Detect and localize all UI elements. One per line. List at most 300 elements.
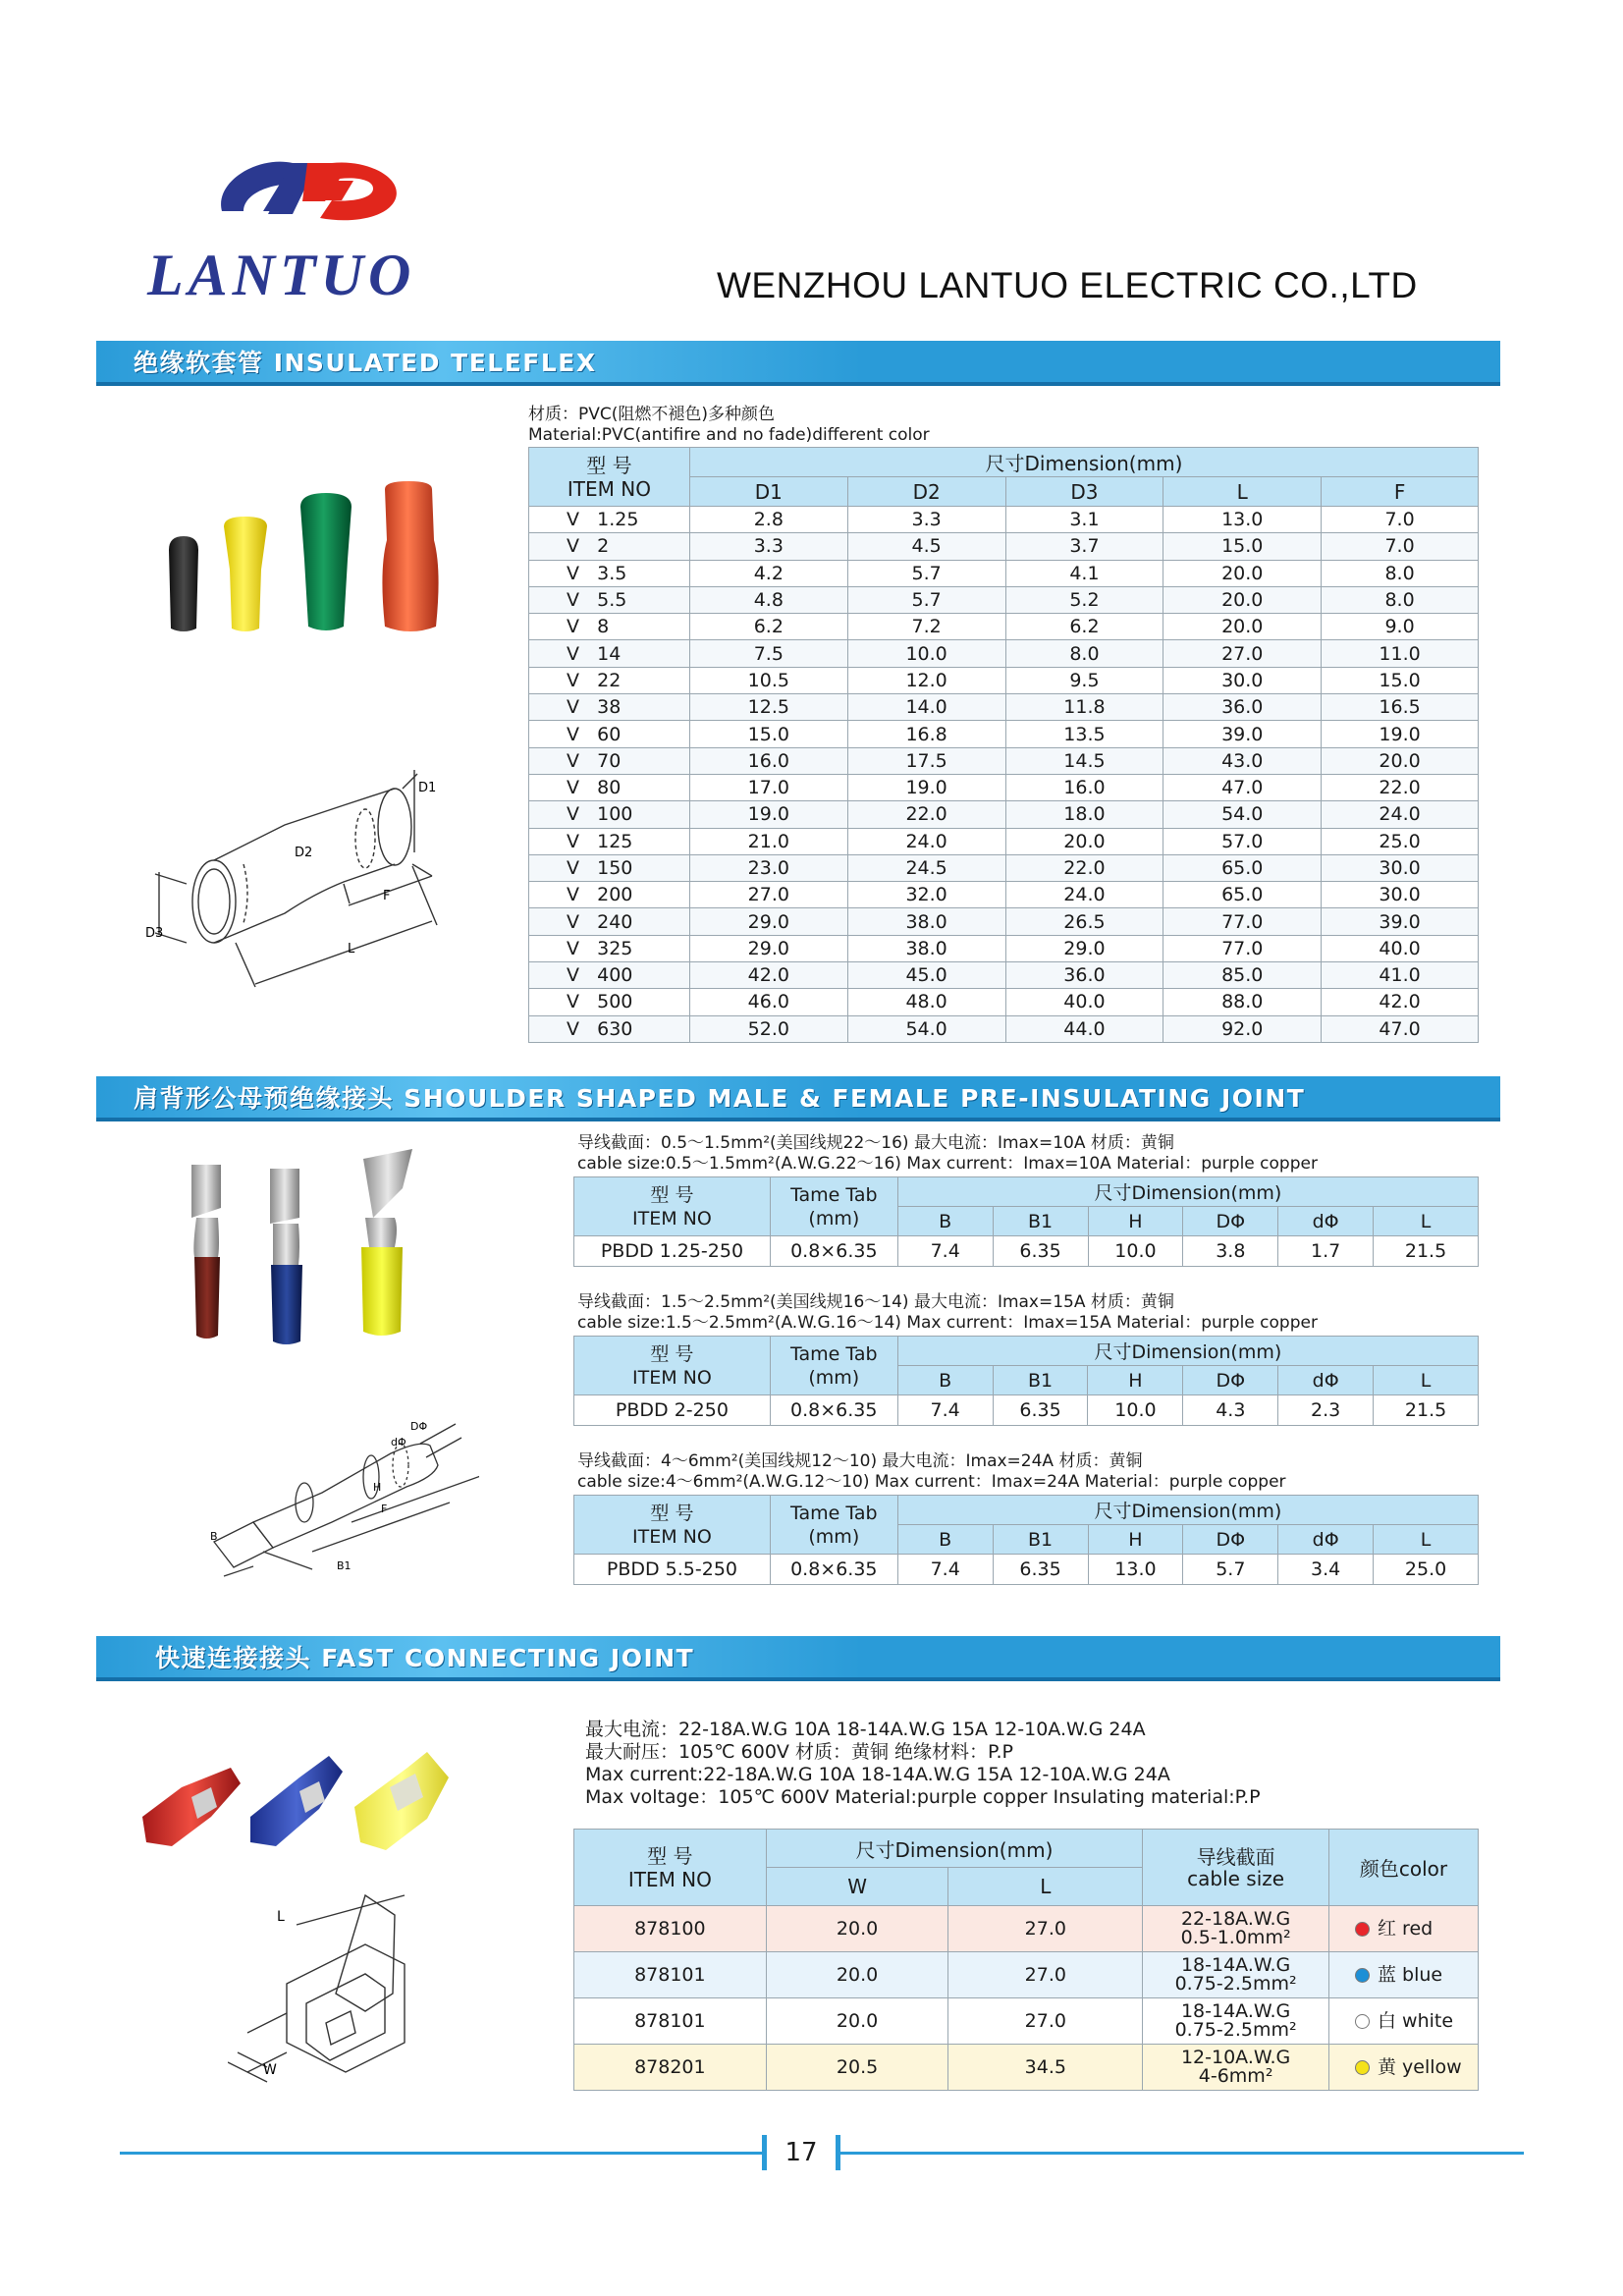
item-header-cn: 型 号: [586, 453, 632, 477]
dimension-cell: 57.0: [1163, 828, 1322, 854]
teleflex-spec-table: [528, 447, 1479, 1043]
dimension-cell: 16.5: [1322, 694, 1479, 721]
item-no-cell: 878100: [574, 1906, 767, 1952]
dimension-cell: 20.0: [1005, 828, 1163, 854]
item-header: [574, 1337, 771, 1395]
fast-joint-diagram: [228, 1886, 473, 2092]
shoulder-joint-product-photo: [177, 1149, 461, 1345]
note-cn: 材质：PVC(阻燃不褪色)多种颜色: [528, 405, 776, 424]
dimension-cell: 27.0: [948, 1906, 1143, 1952]
cable-awg: 22-18A.W.G: [1180, 1908, 1291, 1930]
label-dphi-small: dΦ: [391, 1436, 406, 1449]
item-no-cell: V 60: [529, 721, 690, 747]
dimension-cell: 20.0: [766, 1906, 948, 1952]
dimension-cell: 24.0: [847, 828, 1005, 854]
dimension-cell: 8.0: [1005, 640, 1163, 667]
cable-mm: 0.75-2.5mm²: [1174, 2019, 1297, 2041]
dimension-cell: 7.4: [897, 1555, 993, 1585]
item-no-cell: V 100: [529, 801, 690, 828]
item-no-cell: 878101: [574, 1998, 767, 2045]
dimension-cell: 18.0: [1005, 801, 1163, 828]
col-w: W: [766, 1868, 948, 1906]
table-row: [529, 828, 1479, 854]
dimension-cell: 41.0: [1322, 962, 1479, 989]
dimension-cell: 0.8×6.35: [770, 1395, 897, 1426]
item-no-cell: V 5.5: [529, 586, 690, 613]
dim-col: B1: [993, 1207, 1088, 1236]
dimension-cell: 6.2: [1005, 614, 1163, 640]
dim-col-d1: D1: [689, 477, 847, 507]
dimension-cell: 12.0: [847, 667, 1005, 693]
dimension-cell: 26.5: [1005, 908, 1163, 935]
label-w: W: [263, 2062, 277, 2078]
section-title: 肩背形公母预绝缘接头 SHOULDER SHAPED MALE & FEMALE PRE-INSULATING JOINT: [134, 1084, 1306, 1113]
dimension-header: 尺寸Dimension(mm): [897, 1177, 1478, 1207]
dim-col: DΦ: [1183, 1525, 1278, 1555]
color-label: 蓝 blue: [1378, 1963, 1443, 1986]
dimension-cell: 3.3: [689, 533, 847, 560]
dimension-cell: 32.0: [847, 882, 1005, 908]
cable-header-cn: 导线截面: [1196, 1844, 1275, 1869]
dimension-cell: 3.8: [1183, 1236, 1278, 1267]
brand-name: LANTUO: [147, 243, 416, 307]
teleflex-diagram: [137, 756, 471, 1002]
table-row: [529, 533, 1479, 560]
dimension-cell: 9.5: [1005, 667, 1163, 693]
note-en: cable size:1.5～2.5mm²(A.W.G.16～14) Max current：Imax=15A Material：purple copper: [577, 1313, 1318, 1333]
dimension-cell: 7.4: [897, 1395, 993, 1426]
tab-header-unit: (mm): [808, 1525, 860, 1548]
table-row: [529, 1015, 1479, 1042]
table-row: [529, 640, 1479, 667]
dimension-cell: 6.35: [993, 1555, 1088, 1585]
item-header: [574, 1496, 771, 1555]
item-no-cell: V 70: [529, 747, 690, 774]
dimension-cell: 12.5: [689, 694, 847, 721]
table-row: [574, 1952, 1479, 1998]
dim-col: B1: [993, 1366, 1088, 1395]
dimension-cell: 21.0: [689, 828, 847, 854]
dimension-cell: 19.0: [847, 774, 1005, 800]
dimension-cell: 14.5: [1005, 747, 1163, 774]
label-d1: D1: [418, 781, 437, 795]
label-f: F: [381, 1503, 388, 1515]
item-no-cell: PBDD 1.25-250: [574, 1236, 771, 1267]
label-f: F: [383, 889, 391, 903]
dimension-cell: 4.1: [1005, 560, 1163, 586]
joint-spec-note: [577, 1133, 1318, 1175]
dimension-cell: 4.8: [689, 586, 847, 613]
item-no-cell: V 8: [529, 614, 690, 640]
dimension-cell: 27.0: [948, 1952, 1143, 1998]
dimension-cell: 10.0: [1088, 1395, 1183, 1426]
dimension-cell: 20.0: [1163, 586, 1322, 613]
fast-joint-spec-table: [573, 1829, 1479, 2091]
company-logo: [145, 137, 499, 309]
note-cn: 导线截面：0.5～1.5mm²(美国线规22～16) 最大电流：Imax=10A 材质：黄铜: [577, 1133, 1174, 1153]
section-bar-shoulder-joint: [96, 1076, 1500, 1121]
dimension-cell: 54.0: [847, 1015, 1005, 1042]
dim-col-d3: D3: [1005, 477, 1163, 507]
note-line: 最大耐压：105℃ 600V 材质：黄铜 绝缘材料：P.P: [585, 1741, 1013, 1763]
table-row: [574, 1236, 1479, 1267]
dimension-cell: 27.0: [948, 1998, 1143, 2045]
table-row: [529, 560, 1479, 586]
dimension-cell: 36.0: [1163, 694, 1322, 721]
dimension-cell: 7.5: [689, 640, 847, 667]
item-no-cell: PBDD 2-250: [574, 1395, 771, 1426]
dimension-cell: 42.0: [689, 962, 847, 989]
cable-mm: 0.5-1.0mm²: [1180, 1927, 1291, 1948]
dimension-cell: 40.0: [1322, 935, 1479, 961]
dimension-cell: 92.0: [1163, 1015, 1322, 1042]
table-row: [529, 962, 1479, 989]
table-row: [529, 935, 1479, 961]
table-row: [529, 721, 1479, 747]
dim-col: DΦ: [1183, 1366, 1278, 1395]
dim-col: B1: [993, 1525, 1088, 1555]
dimension-cell: 39.0: [1163, 721, 1322, 747]
dimension-cell: 10.0: [847, 640, 1005, 667]
dimension-cell: 11.8: [1005, 694, 1163, 721]
dimension-cell: 6.2: [689, 614, 847, 640]
dimension-cell: 5.2: [1005, 586, 1163, 613]
note-line: Max voltage：105℃ 600V Material:purple copper Insulating material:P.P: [585, 1786, 1261, 1808]
dimension-header: 尺寸Dimension(mm): [689, 448, 1478, 477]
tab-header: [770, 1496, 897, 1555]
shoulder-joint-spec-table: [573, 1176, 1479, 1267]
dimension-cell: 45.0: [847, 962, 1005, 989]
dimension-cell: 16.8: [847, 721, 1005, 747]
dimension-cell: 40.0: [1005, 989, 1163, 1015]
dim-col: B: [897, 1366, 993, 1395]
table-row: [529, 667, 1479, 693]
dimension-cell: 77.0: [1163, 935, 1322, 961]
dimension-cell: 4.5: [847, 533, 1005, 560]
dimension-cell: 15.0: [1322, 667, 1479, 693]
item-no-cell: V 500: [529, 989, 690, 1015]
dimension-cell: 6.35: [993, 1236, 1088, 1267]
item-no-cell: 878101: [574, 1952, 767, 1998]
item-no-cell: V 2: [529, 533, 690, 560]
shoulder-joint-spec-table: [573, 1495, 1479, 1585]
item-header-en: ITEM NO: [627, 1867, 712, 1891]
dimension-cell: 29.0: [689, 935, 847, 961]
cable-header-en: cable size: [1187, 1866, 1285, 1890]
dimension-header: 尺寸Dimension(mm): [897, 1496, 1478, 1525]
dimension-cell: 30.0: [1322, 854, 1479, 881]
color-cell: [1329, 1906, 1479, 1952]
dimension-cell: 10.0: [1088, 1236, 1183, 1267]
item-header-en: ITEM NO: [632, 1366, 712, 1389]
item-no-cell: PBDD 5.5-250: [574, 1555, 771, 1585]
table-row: [529, 989, 1479, 1015]
dimension-cell: 9.0: [1322, 614, 1479, 640]
table-row: [529, 774, 1479, 800]
dimension-cell: 0.8×6.35: [770, 1236, 897, 1267]
dim-col: dΦ: [1278, 1366, 1374, 1395]
dimension-cell: 13.5: [1005, 721, 1163, 747]
item-header-en: ITEM NO: [632, 1207, 712, 1230]
note-en: cable size:0.5～1.5mm²(A.W.G.22～16) Max current：Imax=10A Material：purple copper: [577, 1154, 1318, 1174]
dim-col: B: [897, 1525, 993, 1555]
dimension-cell: 22.0: [847, 801, 1005, 828]
item-header-en: ITEM NO: [567, 476, 651, 501]
dimension-cell: 20.0: [1322, 747, 1479, 774]
dimension-cell: 43.0: [1163, 747, 1322, 774]
dimension-cell: 5.7: [1183, 1555, 1278, 1585]
cable-awg: 12-10A.W.G: [1180, 2047, 1291, 2068]
dimension-cell: 13.0: [1088, 1555, 1183, 1585]
dimension-cell: 65.0: [1163, 882, 1322, 908]
dimension-cell: 20.0: [1163, 560, 1322, 586]
dimension-cell: 47.0: [1322, 1015, 1479, 1042]
table-row: [574, 1906, 1479, 1952]
dim-col-l: L: [1163, 477, 1322, 507]
label-l: L: [348, 942, 355, 957]
table-row: [574, 1998, 1479, 2045]
dimension-header: 尺寸Dimension(mm): [897, 1337, 1478, 1366]
dimension-cell: 30.0: [1322, 882, 1479, 908]
item-header: [574, 1830, 767, 1906]
dimension-cell: 22.0: [1005, 854, 1163, 881]
cable-awg: 18-14A.W.G: [1180, 2000, 1291, 2022]
item-header-cn: 型 号: [647, 1843, 693, 1868]
dimension-cell: 3.7: [1005, 533, 1163, 560]
dimension-cell: 21.5: [1374, 1395, 1479, 1426]
cable-size-cell: [1143, 2045, 1329, 2091]
table-row: [574, 1395, 1479, 1426]
table-row: [529, 507, 1479, 533]
joint-spec-note: [577, 1451, 1286, 1493]
fast-joint-notes: [585, 1719, 1261, 1809]
dimension-cell: 85.0: [1163, 962, 1322, 989]
note-line: Max current:22-18A.W.G 10A 18-14A.W.G 15A 12-10A.W.G 24A: [585, 1764, 1170, 1785]
dim-col: H: [1088, 1207, 1183, 1236]
item-no-cell: V 150: [529, 854, 690, 881]
dimension-cell: 2.3: [1278, 1395, 1374, 1426]
dimension-cell: 7.2: [847, 614, 1005, 640]
section-title: 快速连接接头 FAST CONNECTING JOINT: [155, 1644, 695, 1672]
dimension-cell: 0.8×6.35: [770, 1555, 897, 1585]
cable-awg: 18-14A.W.G: [1180, 1954, 1291, 1976]
label-b: B: [210, 1530, 218, 1543]
dim-col: dΦ: [1278, 1207, 1374, 1236]
dimension-cell: 27.0: [1163, 640, 1322, 667]
item-header: [529, 448, 690, 507]
dimension-cell: 5.7: [847, 586, 1005, 613]
table-row: [529, 854, 1479, 881]
note-en: Material:PVC(antifire and no fade)different color: [528, 425, 930, 445]
dimension-cell: 20.0: [766, 1952, 948, 1998]
dimension-cell: 19.0: [689, 801, 847, 828]
dimension-cell: 38.0: [847, 935, 1005, 961]
dimension-cell: 17.5: [847, 747, 1005, 774]
dim-col: DΦ: [1183, 1207, 1278, 1236]
dim-col: dΦ: [1278, 1525, 1374, 1555]
item-header-cn: 型 号: [650, 1183, 694, 1206]
section-bar-fast-joint: [96, 1636, 1500, 1681]
dimension-cell: 48.0: [847, 989, 1005, 1015]
dimension-cell: 29.0: [1005, 935, 1163, 961]
dimension-cell: 34.5: [948, 2045, 1143, 2091]
dimension-cell: 24.5: [847, 854, 1005, 881]
label-dphi-big: DΦ: [410, 1420, 428, 1433]
dimension-cell: 20.5: [766, 2045, 948, 2091]
shoulder-joint-diagram: [194, 1375, 479, 1581]
dimension-cell: 24.0: [1005, 882, 1163, 908]
dimension-cell: 88.0: [1163, 989, 1322, 1015]
tab-header-unit: (mm): [808, 1207, 860, 1230]
dimension-cell: 4.3: [1183, 1395, 1278, 1426]
dimension-cell: 20.0: [1163, 614, 1322, 640]
note-cn: 导线截面：1.5～2.5mm²(美国线规16～14) 最大电流：Imax=15A 材质：黄铜: [577, 1292, 1174, 1312]
dimension-cell: 20.0: [766, 1998, 948, 2045]
page-number: 17: [762, 2135, 840, 2170]
color-label: 红 red: [1378, 1917, 1434, 1940]
dimension-cell: 54.0: [1163, 801, 1322, 828]
table-row: [529, 908, 1479, 935]
dim-col-f: F: [1322, 477, 1479, 507]
tab-header: [770, 1177, 897, 1236]
dimension-cell: 30.0: [1163, 667, 1322, 693]
section-bar-teleflex: [96, 341, 1500, 386]
teleflex-material-note: [528, 405, 930, 446]
item-header: [574, 1177, 771, 1236]
tab-header-label: Tame Tab: [790, 1502, 878, 1524]
dimension-cell: 77.0: [1163, 908, 1322, 935]
dimension-cell: 8.0: [1322, 586, 1479, 613]
table-row: [529, 614, 1479, 640]
dimension-cell: 42.0: [1322, 989, 1479, 1015]
fast-joint-product-photo: [133, 1748, 457, 1866]
table-row: [529, 882, 1479, 908]
dim-col: L: [1374, 1207, 1479, 1236]
shoulder-joint-spec-table: [573, 1336, 1479, 1426]
note-cn: 导线截面：4～6mm²(美国线规12～10) 最大电流：Imax=24A 材质：黄铜: [577, 1451, 1143, 1471]
dim-col: H: [1088, 1366, 1183, 1395]
dimension-cell: 52.0: [689, 1015, 847, 1042]
dim-col: H: [1088, 1525, 1183, 1555]
color-label: 黄 yellow: [1378, 2055, 1462, 2078]
dimension-header: 尺寸Dimension(mm): [766, 1830, 1143, 1868]
item-no-cell: V 125: [529, 828, 690, 854]
dimension-cell: 5.7: [847, 560, 1005, 586]
dim-col: B: [897, 1207, 993, 1236]
company-name: WENZHOU LANTUO ELECTRIC CO.,LTD: [717, 265, 1418, 305]
color-cell: [1329, 1998, 1479, 2045]
table-row: [529, 586, 1479, 613]
tab-header-label: Tame Tab: [790, 1342, 878, 1365]
dimension-cell: 16.0: [1005, 774, 1163, 800]
color-swatch-icon: [1355, 2060, 1370, 2075]
item-no-cell: V 630: [529, 1015, 690, 1042]
table-row: [529, 747, 1479, 774]
color-label: 白 white: [1378, 2009, 1454, 2032]
dim-col: L: [1374, 1525, 1479, 1555]
dimension-cell: 21.5: [1374, 1236, 1479, 1267]
table-row: [529, 801, 1479, 828]
dimension-cell: 10.5: [689, 667, 847, 693]
dimension-cell: 24.0: [1322, 801, 1479, 828]
logo-mark: [221, 162, 397, 221]
item-no-cell: V 200: [529, 882, 690, 908]
cable-size-cell: [1143, 1906, 1329, 1952]
color-swatch-icon: [1355, 1922, 1370, 1937]
cable-mm: 4-6mm²: [1198, 2065, 1273, 2087]
dimension-cell: 19.0: [1322, 721, 1479, 747]
cable-size-header: [1143, 1830, 1329, 1906]
item-no-cell: V 22: [529, 667, 690, 693]
dimension-cell: 36.0: [1005, 962, 1163, 989]
item-header-en: ITEM NO: [632, 1525, 712, 1548]
dimension-cell: 1.7: [1278, 1236, 1374, 1267]
cable-size-cell: [1143, 1998, 1329, 2045]
color-header: 颜色color: [1329, 1830, 1479, 1906]
dimension-cell: 13.0: [1163, 507, 1322, 533]
cable-size-cell: [1143, 1952, 1329, 1998]
dimension-cell: 6.35: [993, 1395, 1088, 1426]
item-no-cell: V 38: [529, 694, 690, 721]
dimension-cell: 25.0: [1374, 1555, 1479, 1585]
col-l: L: [948, 1868, 1143, 1906]
item-header-cn: 型 号: [650, 1502, 694, 1524]
dimension-cell: 16.0: [689, 747, 847, 774]
dimension-cell: 15.0: [689, 721, 847, 747]
item-no-cell: V 1.25: [529, 507, 690, 533]
label-l: L: [277, 1909, 285, 1925]
item-no-cell: 878201: [574, 2045, 767, 2091]
label-d3: D3: [145, 926, 164, 941]
tab-header: [770, 1337, 897, 1395]
dimension-cell: 38.0: [847, 908, 1005, 935]
color-swatch-icon: [1355, 2014, 1370, 2029]
dimension-cell: 22.0: [1322, 774, 1479, 800]
tab-header-unit: (mm): [808, 1366, 860, 1389]
item-no-cell: V 400: [529, 962, 690, 989]
dimension-cell: 46.0: [689, 989, 847, 1015]
dimension-cell: 3.1: [1005, 507, 1163, 533]
dimension-cell: 7.0: [1322, 507, 1479, 533]
dimension-cell: 8.0: [1322, 560, 1479, 586]
dimension-cell: 23.0: [689, 854, 847, 881]
dim-col-d2: D2: [847, 477, 1005, 507]
color-swatch-icon: [1355, 1968, 1370, 1983]
item-header-cn: 型 号: [650, 1342, 694, 1365]
dimension-cell: 2.8: [689, 507, 847, 533]
label-h: H: [373, 1481, 382, 1494]
tab-header-label: Tame Tab: [790, 1183, 878, 1206]
dim-col: L: [1374, 1366, 1479, 1395]
color-cell: [1329, 1952, 1479, 1998]
note-line: 最大电流：22-18A.W.G 10A 18-14A.W.G 15A 12-10A.W.G 24A: [585, 1719, 1146, 1740]
dimension-cell: 7.4: [897, 1236, 993, 1267]
dimension-cell: 7.0: [1322, 533, 1479, 560]
item-no-cell: V 80: [529, 774, 690, 800]
note-en: cable size:4～6mm²(A.W.G.12～10) Max current：Imax=24A Material：purple copper: [577, 1472, 1286, 1492]
dimension-cell: 4.2: [689, 560, 847, 586]
dimension-cell: 3.3: [847, 507, 1005, 533]
item-no-cell: V 240: [529, 908, 690, 935]
label-d2: D2: [295, 846, 313, 860]
table-row: [574, 2045, 1479, 2091]
dimension-cell: 39.0: [1322, 908, 1479, 935]
cable-mm: 0.75-2.5mm²: [1174, 1973, 1297, 1995]
label-b1: B1: [337, 1559, 352, 1572]
table-row: [529, 694, 1479, 721]
item-no-cell: V 3.5: [529, 560, 690, 586]
dimension-cell: 25.0: [1322, 828, 1479, 854]
